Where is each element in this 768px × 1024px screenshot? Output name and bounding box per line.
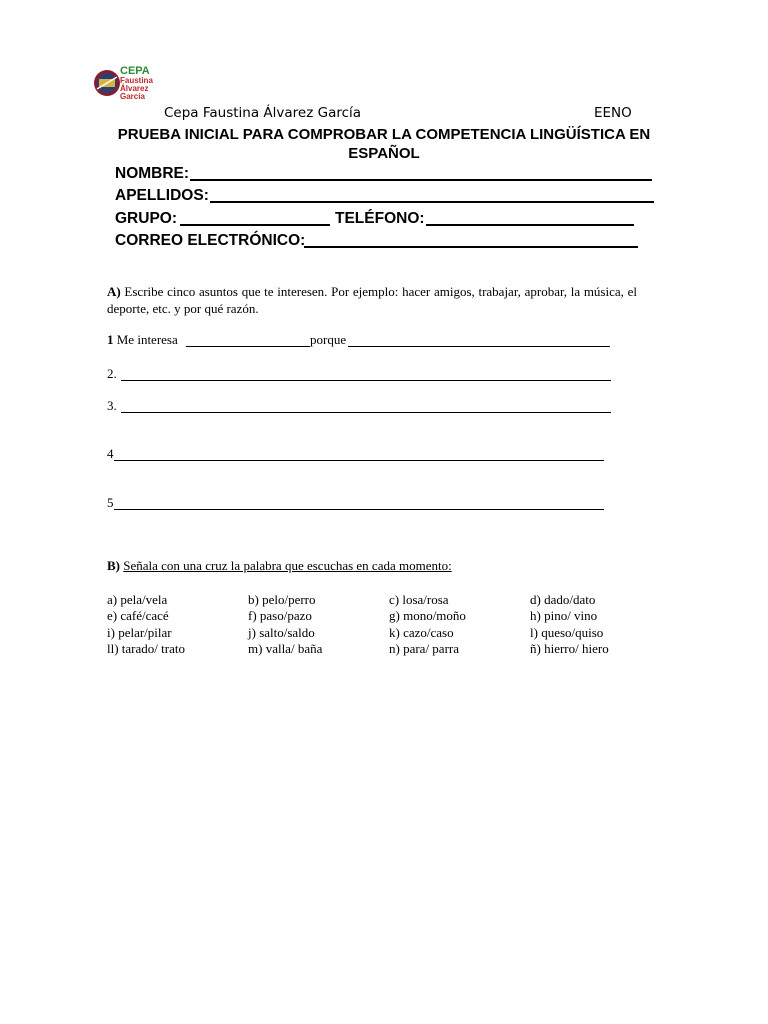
word-pair[interactable]: b) pelo/perro: [248, 592, 316, 607]
item-1-text: Me interesa: [113, 332, 178, 347]
section-b-marker: B): [107, 558, 120, 573]
item-1-number: 1: [107, 332, 114, 347]
word-pair[interactable]: d) dado/dato: [530, 592, 596, 607]
item-1-because: porque: [310, 332, 347, 347]
word-pair[interactable]: f) paso/pazo: [248, 608, 312, 624]
section-a-text: Escribe cinco asuntos que te interesen. Por ejemplo: hacer amigos, trabajar, aprobar, la música, el deporte, etc. y por qué razón.: [107, 284, 637, 316]
center-code: EENO: [594, 105, 632, 121]
item-1: [107, 332, 178, 348]
word-pair[interactable]: n) para/ parra: [389, 640, 460, 656]
apellidos-field[interactable]: [210, 201, 654, 203]
nombre-label: NOMBRE:: [115, 165, 190, 182]
word-pair[interactable]: g) mono/moño: [389, 608, 466, 624]
item-1-interest-field[interactable]: [186, 346, 310, 347]
item-3-field[interactable]: [121, 412, 611, 413]
section-a-marker: A): [107, 284, 121, 299]
correo-field[interactable]: [304, 246, 638, 248]
telefono-field[interactable]: [426, 224, 634, 226]
logo-line2: Faustina: [120, 76, 153, 85]
logo-line4: García: [120, 92, 145, 101]
word-pair[interactable]: k) cazo/caso: [389, 624, 454, 640]
word-pair[interactable]: i) pelar/pilar: [107, 624, 172, 640]
apellidos-label: APELLIDOS:: [115, 187, 209, 204]
word-pair[interactable]: ll) tarado/ trato: [107, 640, 185, 656]
cepa-logo-graphic: [93, 65, 171, 101]
logo-line3: Álvarez: [120, 84, 149, 93]
word-pair[interactable]: l) queso/quiso: [530, 624, 604, 640]
item-5-field[interactable]: [114, 509, 604, 510]
grupo-field[interactable]: [180, 224, 330, 226]
page-title: [100, 125, 668, 163]
word-pair[interactable]: e) café/cacé: [107, 608, 169, 624]
word-pair[interactable]: m) valla/ baña: [248, 640, 323, 656]
section-a-instruction: [107, 284, 637, 317]
item-4-number: 4: [107, 446, 114, 461]
word-pair[interactable]: ñ) hierro/ hiero: [530, 640, 609, 656]
item-5-number: 5: [107, 495, 114, 510]
item-2-field[interactable]: [121, 380, 611, 381]
word-pair[interactable]: c) losa/rosa: [389, 592, 449, 607]
item-2-number: 2.: [107, 366, 117, 381]
section-b-instruction: [107, 558, 452, 574]
school-name: Cepa Faustina Álvarez García: [164, 105, 362, 121]
word-pair[interactable]: h) pino/ vino: [530, 608, 598, 624]
section-b-text: Señala con una cruz la palabra que escuchas en cada momento:: [123, 558, 452, 573]
correo-label: CORREO ELECTRÓNICO:: [115, 232, 306, 249]
logo-cepa-text: CEPA: [120, 65, 150, 77]
item-3-number: 3.: [107, 398, 117, 413]
cepa-logo: [93, 65, 171, 101]
grupo-label: GRUPO:: [115, 210, 177, 227]
nombre-field[interactable]: [190, 179, 652, 181]
title-line-1: PRUEBA INICIAL PARA COMPROBAR LA COMPETENCIA LINGÜÍSTICA EN: [117, 126, 651, 143]
item-4-field[interactable]: [114, 460, 604, 461]
item-1-reason-field[interactable]: [348, 346, 610, 347]
telefono-label: TELÉFONO:: [335, 210, 425, 227]
word-pair[interactable]: j) salto/saldo: [248, 624, 315, 640]
title-line-2: ESPAÑOL: [348, 145, 420, 162]
word-pair[interactable]: a) pela/vela: [107, 592, 168, 607]
